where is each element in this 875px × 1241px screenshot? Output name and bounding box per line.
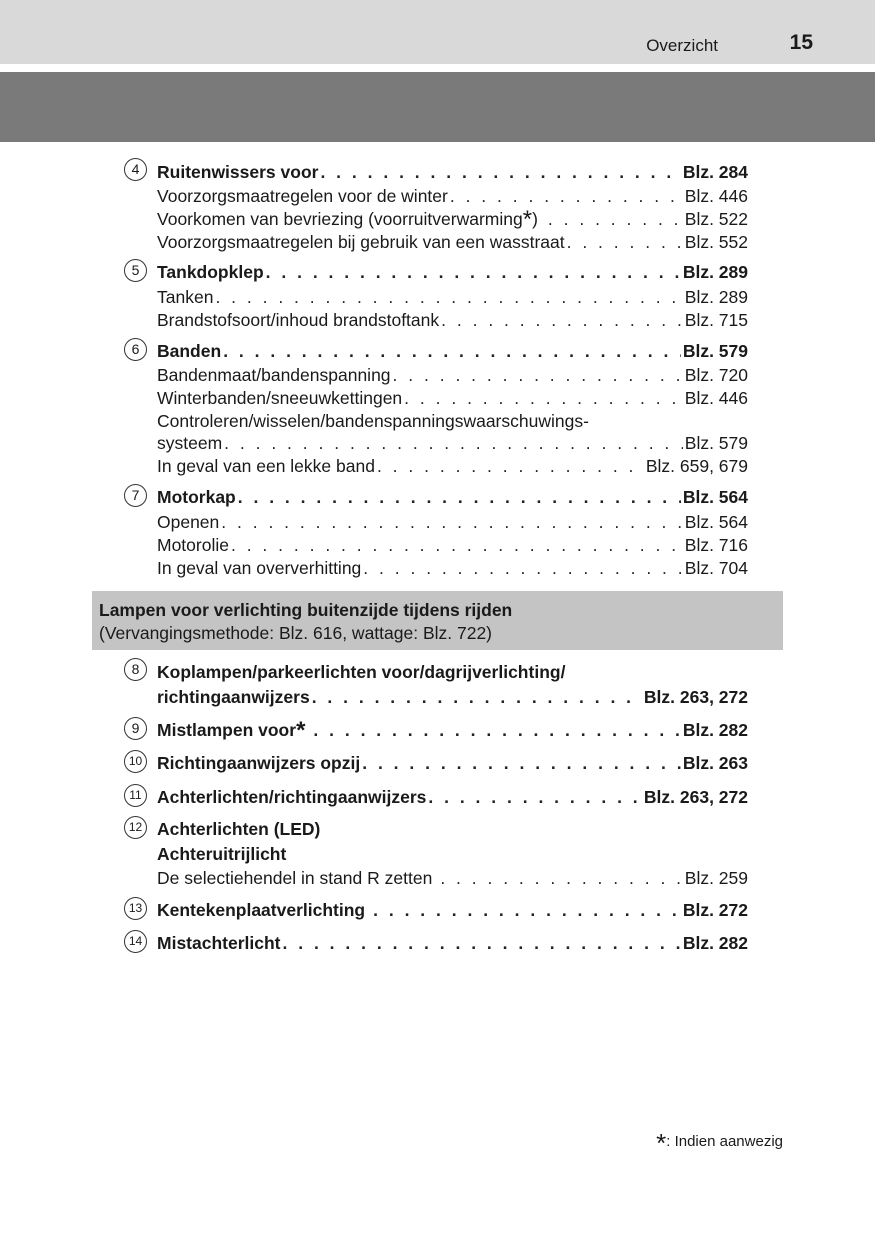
item-number: 5 bbox=[124, 259, 147, 282]
index-subentry[interactable]: Voorzorgsmaatregelen bij gebruik van een wasstraat . . . Blz. 552 bbox=[157, 231, 748, 253]
index-entry[interactable]: Achterlichten/richtingaanwijzers . . . Blz. 263, 272 bbox=[157, 786, 748, 808]
index-subentry[interactable]: Tanken . . . Blz. 289 bbox=[157, 286, 748, 308]
index-entry[interactable]: Banden . . . Blz. 579 bbox=[157, 340, 748, 362]
index-subentry[interactable]: Openen . . . Blz. 564 bbox=[157, 511, 748, 533]
index-entry[interactable]: richtingaanwijzers . . . Blz. 263, 272 bbox=[157, 686, 748, 708]
item-number: 14 bbox=[124, 930, 147, 953]
index-entry[interactable]: Kentekenplaatverlichting . . . Blz. 272 bbox=[157, 899, 748, 921]
index-subentry[interactable]: Motorolie . . . Blz. 716 bbox=[157, 534, 748, 556]
item-number: 8 bbox=[124, 658, 147, 681]
footnote-text: : Indien aanwezig bbox=[666, 1133, 783, 1150]
dark-band bbox=[0, 72, 875, 142]
banner-subtitle: (Vervangingsmethode: Blz. 616, wattage: Blz. 722) bbox=[99, 623, 493, 643]
item-number: 4 bbox=[124, 158, 147, 181]
page-number: 15 bbox=[789, 31, 813, 54]
footnote bbox=[656, 1128, 783, 1158]
banner-title: Lampen voor verlichting buitenzijde tijdens rijden bbox=[99, 600, 513, 620]
footnote-star: * bbox=[656, 1128, 667, 1158]
index-subentry[interactable]: In geval van een lekke band . . . Blz. 659, 679 bbox=[157, 455, 748, 477]
index-subentry[interactable]: De selectiehendel in stand R zetten . . . Blz. 259 bbox=[157, 867, 748, 889]
index-subentry[interactable]: Voorkomen van bevriezing (voorruitverwarming * ) . . . Blz. 522 bbox=[157, 208, 748, 230]
index-entry-line: Achterlichten (LED) bbox=[157, 819, 321, 839]
header-bar bbox=[0, 0, 875, 64]
index-entry[interactable]: Ruitenwissers voor . . . Blz. 284 bbox=[157, 161, 748, 183]
index-subentry[interactable]: Voorzorgsmaatregelen voor de winter . . . Blz. 446 bbox=[157, 185, 748, 207]
index-subentry: Controleren/wisselen/bandenspanningswaarschuwings- bbox=[157, 411, 589, 431]
item-number: 6 bbox=[124, 338, 147, 361]
index-subentry[interactable]: Brandstofsoort/inhoud brandstoftank . . . Blz. 715 bbox=[157, 309, 748, 331]
item-number: 7 bbox=[124, 484, 147, 507]
index-subentry[interactable]: Winterbanden/sneeuwkettingen . . . Blz. 446 bbox=[157, 387, 748, 409]
header-divider bbox=[0, 64, 875, 68]
index-entry[interactable]: Richtingaanwijzers opzij . . . Blz. 263 bbox=[157, 752, 748, 774]
index-entry[interactable]: Mistlampen voor * . . . Blz. 282 bbox=[157, 719, 748, 741]
index-entry[interactable]: Motorkap . . . Blz. 564 bbox=[157, 486, 748, 508]
index-subentry[interactable]: Bandenmaat/bandenspanning . . . Blz. 720 bbox=[157, 364, 748, 386]
index-subentry[interactable]: In geval van oververhitting . . . Blz. 704 bbox=[157, 557, 748, 579]
item-number: 9 bbox=[124, 717, 147, 740]
item-number: 12 bbox=[124, 816, 147, 839]
index-entry[interactable]: Mistachterlicht . . . Blz. 282 bbox=[157, 932, 748, 954]
lamps-banner bbox=[92, 591, 783, 650]
item-number: 11 bbox=[124, 784, 147, 807]
index-entry[interactable]: Tankdopklep . . . Blz. 289 bbox=[157, 261, 748, 283]
index-entry-line: Achteruitrijlicht bbox=[157, 844, 287, 864]
section-title: Overzicht bbox=[646, 36, 718, 55]
item-number: 13 bbox=[124, 897, 147, 920]
index-subentry[interactable]: systeem . . . Blz. 579 bbox=[157, 432, 748, 454]
index-entry-line: Koplampen/parkeerlichten voor/dagrijverlichting/ bbox=[157, 662, 566, 682]
item-number: 10 bbox=[124, 750, 147, 773]
